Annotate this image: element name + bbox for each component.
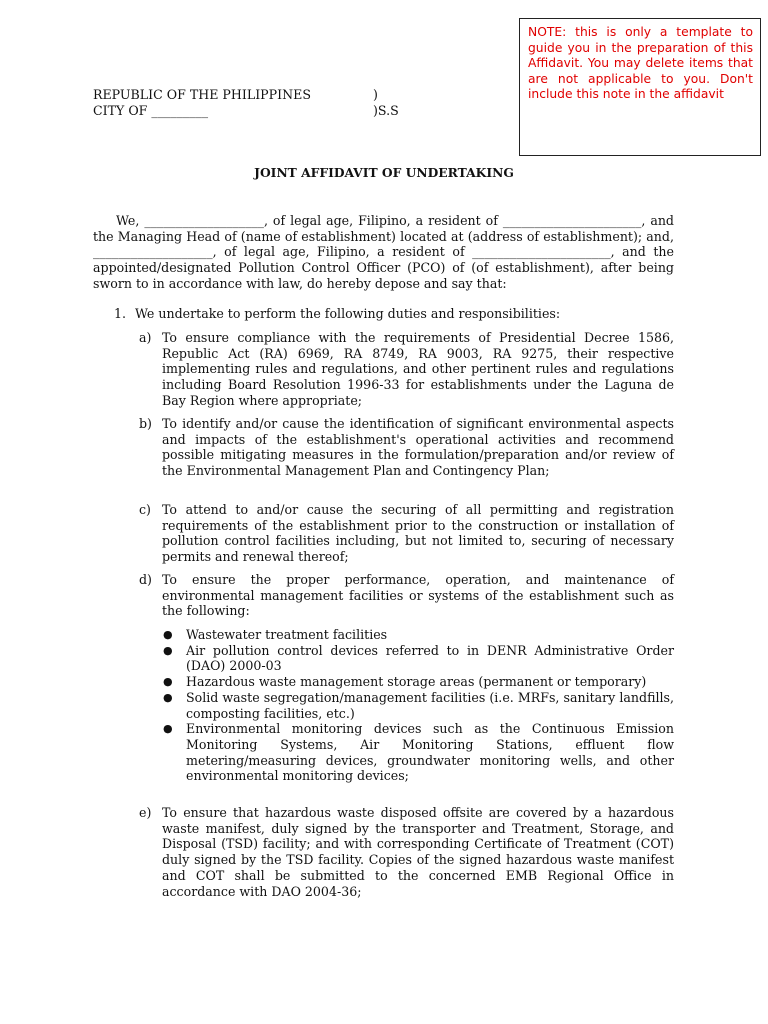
bullet-icon: ● <box>163 675 173 689</box>
subitem-text: To attend to and/or cause the securing of all permitting and registration requirements of the establishment prior to the construction or installation of pollution control facilities including, but not limited to, securing of necessary permits and renewal thereof; <box>162 502 674 565</box>
list-item <box>162 690 674 721</box>
list-item <box>162 627 674 643</box>
template-note-box <box>519 18 761 156</box>
subitem-label: c) <box>139 502 151 517</box>
subitem-label: e) <box>139 805 152 820</box>
subitem-label: d) <box>139 572 152 587</box>
header-republic: REPUBLIC OF THE PHILIPPINES <box>93 87 311 102</box>
subitem-label: a) <box>139 330 152 345</box>
subitem-b <box>139 416 674 479</box>
subitem-text: To ensure compliance with the requirements of Presidential Decree 1586, Republic Act (RA) 6969, RA 8749, RA 9003, RA 9275, their respective implementing rules and regulations, and other pertinent rules and regulations including Board Resolution 1996-33 for establishments under the Laguna de Bay Region where appropriate; <box>162 330 674 408</box>
template-note-text: NOTE: this is only a template to guide you in the preparation of this Affidavit. You may delete items that are not applicable to you. Don't include this note in the affidavit <box>528 25 753 101</box>
item-number: 1. <box>114 306 127 321</box>
list-item-text: Hazardous waste management storage areas (permanent or temporary) <box>186 674 647 690</box>
list-item <box>162 643 674 674</box>
subitem-label: b) <box>139 416 152 431</box>
bullet-icon: ● <box>163 628 173 641</box>
subitem-text: To ensure that hazardous waste disposed offsite are covered by a hazardous waste manifest, duly signed by the transporter and Treatment, Storage, and Disposal (TSD) facility; and with corresponding Certificate of Treatment (COT) duly signed by the TSD facility. Copies of the signed hazardous waste manifest and COT shall be submitted to the concerned EMB Regional Office in accordance with DAO 2004-36; <box>162 805 674 899</box>
list-item <box>162 674 674 690</box>
list-item-text: Solid waste segregation/management facilities (i.e. MRFs, sanitary landfills, composting facilities, etc.) <box>186 689 674 721</box>
bullet-icon: ● <box>163 722 173 736</box>
numbered-item-1 <box>114 306 674 322</box>
bullet-icon: ● <box>163 690 173 704</box>
document-title: JOINT AFFIDAVIT OF UNDERTAKING <box>254 165 514 180</box>
bullet-icon: ● <box>163 643 173 657</box>
intro-paragraph <box>93 213 674 292</box>
subitem-d <box>139 572 674 619</box>
list-item-text: Wastewater treatment facilities <box>186 627 388 642</box>
subitem-e <box>139 805 674 899</box>
list-item-text: Air pollution control devices referred to in DENR Administrative Order (DAO) 2000-03 <box>186 642 674 674</box>
item-text: We undertake to perform the following duties and responsibilities: <box>135 306 561 321</box>
list-item <box>162 721 674 784</box>
subitem-a <box>139 330 674 409</box>
header-republic-mark: ) <box>373 87 378 102</box>
facilities-bullet-list <box>162 627 674 784</box>
subitem-c <box>139 502 674 565</box>
subitem-text: To ensure the proper performance, operation, and maintenance of environmental management facilities or systems of the establishment such as the following: <box>162 572 674 619</box>
list-item-text: Environmental monitoring devices such as the Continuous Emission Monitoring Systems, Air Monitoring Stations, effluent flow metering/measuring devices, groundwater monitoring wells, and other environmental monitoring devices; <box>186 721 674 784</box>
subitem-text: To identify and/or cause the identification of significant environmental aspects and impacts of the establishment's operational activities and recommend possible mitigating measures in the formulation/preparation and/or review of the Environmental Management Plan and Contingency Plan; <box>162 416 674 479</box>
intro-text: We, ___________________, of legal age, Filipino, a resident of ______________________, and the Managing Head of (name of establishment) located at (address of establishment); and, ___________________, of legal age, Filipino, a resident of ______________________, and the appointed/designated Pollution Control Officer (PCO) of (of establishment), after being sworn to in accordance with law, do hereby depose and say that: <box>93 213 674 291</box>
header-city-mark: )S.S <box>373 103 399 118</box>
header-city: CITY OF _________ <box>93 103 209 118</box>
